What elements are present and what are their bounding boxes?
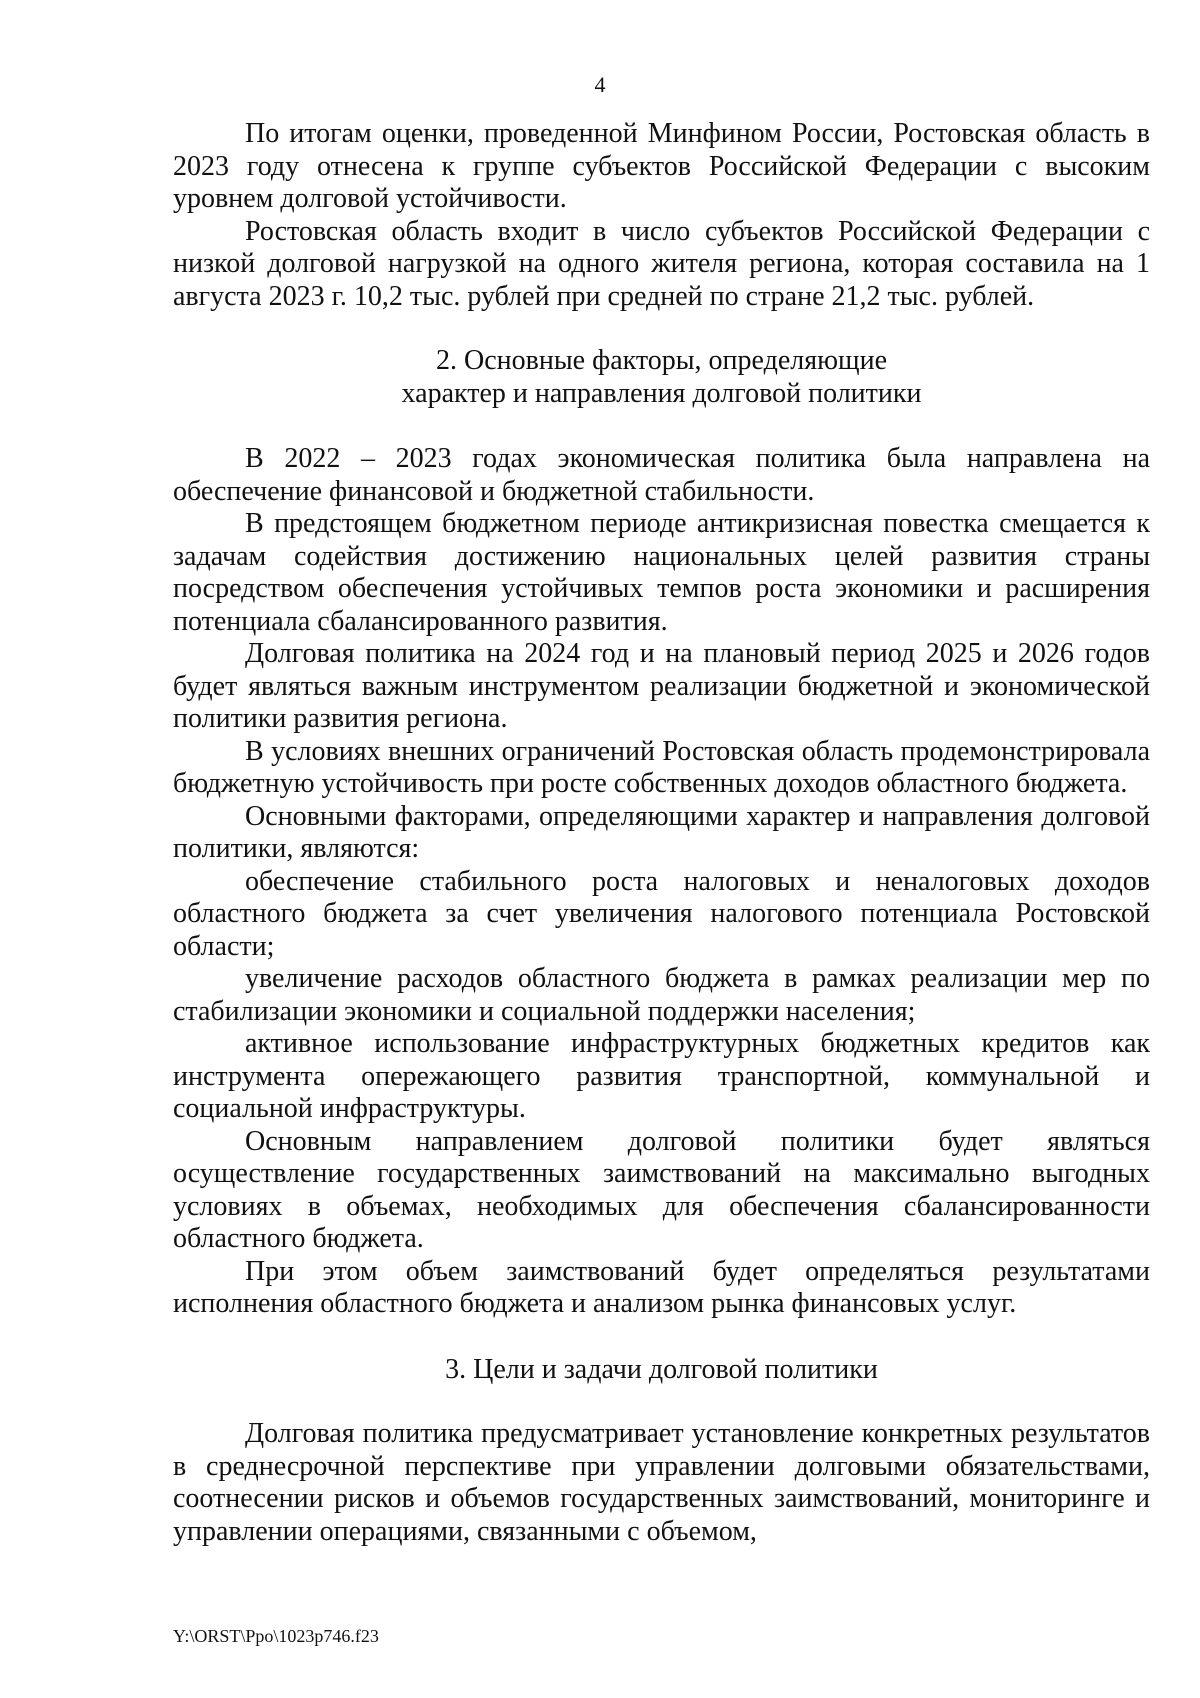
paragraph: активное использование инфраструктурных бюджетных кредитов как инструмента опережающего развития транспортной, коммунальной и социальной инфраструктуры. xyxy=(173,1028,1150,1124)
section-2-heading xyxy=(173,345,1150,410)
document-body xyxy=(173,118,1150,1548)
paragraph: обеспечение стабильного роста налоговых и неналоговых доходов областного бюджета за счет увеличения налогового потенциала Ростовской области; xyxy=(173,865,1150,962)
paragraph: При этом объем заимствований будет определяться результатами исполнения областного бюджета и анализом рынка финансовых услуг. xyxy=(173,1255,1150,1319)
paragraph: В 2022 – 2023 годах экономическая политика была направлена на обеспечение финансовой и бюджетной стабильности. xyxy=(173,443,1150,507)
paragraph: Долговая политика предусматривает установление конкретных результатов в среднесрочной перспективе при управлении долговыми обязательствами, соотнесении рисков и объемов государственных заимствований, мониторинге и управлении операциями, связанными с объемом, xyxy=(173,1418,1150,1547)
paragraph: Основными факторами, определяющими характер и направления долговой политики, являются: xyxy=(173,800,1150,864)
page-number: 4 xyxy=(594,72,606,97)
paragraph: Долговая политика на 2024 год и на плановый период 2025 и 2026 годов будет являться важным инструментом реализации бюджетной и экономической политики развития региона. xyxy=(173,638,1150,734)
section-2-heading-line-1: 2. Основные факторы, определяющие xyxy=(435,345,888,376)
paragraph: Основным направлением долговой политики будет являться осуществление государственных заимствований на максимально выгодных условиях в объемах, необходимых для обеспечения сбалансированности областного бюджета. xyxy=(173,1125,1150,1254)
section-2-heading-line-2: характер и направления долговой политики xyxy=(401,377,922,409)
section-3-heading: 3. Цели и задачи долговой политики xyxy=(445,1353,878,1385)
paragraph: увеличение расходов областного бюджета в рамках реализации мер по стабилизации экономики и социальной поддержки населения; xyxy=(173,963,1150,1027)
file-path-footer: Y:\ORST\Ppo\1023p746.f23 xyxy=(173,1626,379,1646)
paragraph: По итогам оценки, проведенной Минфином России, Ростовская область в 2023 году отнесена к группе субъектов Российской Федерации с высоким уровнем долговой устойчивости. xyxy=(173,118,1150,214)
paragraph: В условиях внешних ограничений Ростовская область продемонстрировала бюджетную устойчивость при росте собственных доходов областного бюджета. xyxy=(173,735,1150,799)
paragraph: Ростовская область входит в число субъектов Российской Федерации с низкой долговой нагрузкой на одного жителя региона, которая составила на 1 августа 2023 г. 10,2 тыс. рублей при средней по стране 21,2 тыс. рублей. xyxy=(173,215,1150,312)
paragraph: В предстоящем бюджетном периоде антикризисная повестка смещается к задачам содействия достижению национальных целей развития страны посредством обеспечения устойчивых темпов роста экономики и расширения потенциала сбалансированного развития. xyxy=(173,508,1150,637)
